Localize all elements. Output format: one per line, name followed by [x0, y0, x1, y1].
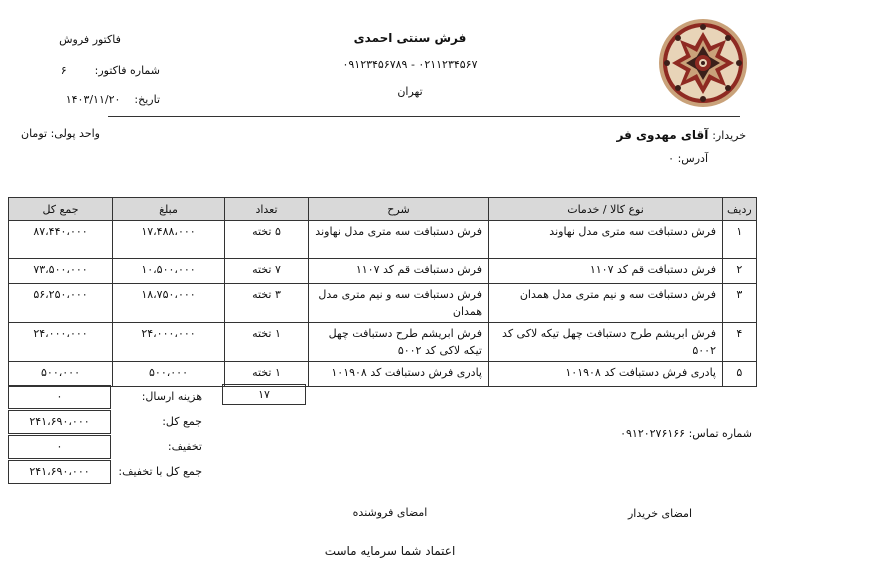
cell-price: ۱۸،۷۵۰،۰۰۰	[113, 284, 225, 323]
col-header-price: مبلغ	[113, 198, 225, 221]
table-row	[9, 284, 757, 323]
cell-quantity: ۱ تخته	[225, 323, 309, 362]
cell-quantity: ۱ تخته	[225, 362, 309, 387]
contact-value: ۰۹۱۲۰۲۷۶۱۶۶	[620, 427, 686, 440]
table-header-row	[9, 198, 757, 221]
seller-phones: ۰۹۱۲۳۴۵۶۷۸۹ - ۰۲۱۱۲۳۴۵۶۷	[342, 58, 478, 71]
cell-item: فرش ابریشم طرح دستبافت چهل تیکه لاکی کد ۵۰۰۲	[489, 323, 723, 362]
cell-quantity: ۳ تخته	[225, 284, 309, 323]
cell-row-number: ۳	[723, 284, 757, 323]
cell-row-number: ۵	[723, 362, 757, 387]
cell-row-number: ۲	[723, 259, 757, 284]
contact-number	[620, 427, 752, 440]
cell-total: ۲۴،۰۰۰،۰۰۰	[9, 323, 113, 362]
cell-total: ۵۰۰،۰۰۰	[9, 362, 113, 387]
cell-description: فرش دستبافت سه و نیم متری مدل همدان	[309, 284, 489, 323]
buyer-signature: امضای خریدار	[627, 507, 693, 520]
cell-description: فرش دستبافت قم کد ۱۱۰۷	[309, 259, 489, 284]
col-header-item: نوع کالا / خدمات	[489, 198, 723, 221]
invoice-date-label: تاریخ:	[134, 93, 160, 106]
cell-description: فرش دستبافت سه متری مدل نهاوند	[309, 221, 489, 259]
seller-name: فرش سنتی احمدی	[353, 31, 467, 45]
cell-item: فرش دستبافت سه متری مدل نهاوند	[489, 221, 723, 259]
trust-slogan: اعتماد شما سرمایه ماست	[324, 544, 456, 558]
cell-description: پادری فرش دستبافت کد ۱۰۱۹۰۸	[309, 362, 489, 387]
grand-total-value: ۲۴۱،۶۹۰،۰۰۰	[8, 460, 111, 484]
col-header-quantity: تعداد	[225, 198, 309, 221]
col-header-total: جمع کل	[9, 198, 113, 221]
table-row	[9, 259, 757, 284]
grand-total-label: جمع کل با تخفیف:	[118, 465, 202, 478]
cell-item: پادری فرش دستبافت کد ۱۰۱۹۰۸	[489, 362, 723, 387]
subtotal-value: ۲۴۱،۶۹۰،۰۰۰	[8, 410, 111, 434]
header-divider	[108, 116, 740, 117]
contact-label: شماره تماس:	[688, 427, 752, 440]
invoice-date-value: ۱۴۰۳/۱۱/۲۰	[65, 93, 121, 106]
buyer	[616, 128, 746, 142]
shipping-value: ۰	[8, 385, 111, 409]
table-row	[9, 362, 757, 387]
table-row	[9, 323, 757, 362]
currency-value: تومان	[21, 127, 48, 140]
cell-total: ۸۷،۴۴۰،۰۰۰	[9, 221, 113, 259]
currency-label: واحد پولی:	[50, 127, 100, 140]
currency	[10, 127, 100, 140]
cell-total: ۷۳،۵۰۰،۰۰۰	[9, 259, 113, 284]
discount-value: ۰	[8, 435, 111, 459]
buyer-address	[668, 152, 708, 165]
cell-item: فرش دستبافت قم کد ۱۱۰۷	[489, 259, 723, 284]
invoice-type: فاکتور فروش	[59, 33, 121, 46]
seller-signature: امضای فروشنده	[352, 506, 428, 519]
buyer-label: خریدار:	[712, 129, 746, 142]
cell-quantity: ۵ تخته	[225, 221, 309, 259]
cell-price: ۱۰،۵۰۰،۰۰۰	[113, 259, 225, 284]
cell-price: ۵۰۰،۰۰۰	[113, 362, 225, 387]
cell-item: فرش دستبافت سه و نیم متری مدل همدان	[489, 284, 723, 323]
cell-quantity: ۷ تخته	[225, 259, 309, 284]
invoice-number-label: شماره فاکتور:	[94, 64, 160, 77]
carpet-logo	[658, 18, 748, 108]
cell-row-number: ۱	[723, 221, 757, 259]
quantity-total: ۱۷	[222, 384, 306, 405]
cell-row-number: ۴	[723, 323, 757, 362]
cell-total: ۵۶،۲۵۰،۰۰۰	[9, 284, 113, 323]
subtotal-label: جمع کل:	[162, 415, 202, 428]
discount-label: تخفیف:	[167, 440, 202, 453]
cell-price: ۱۷،۴۸۸،۰۰۰	[113, 221, 225, 259]
cell-price: ۲۴،۰۰۰،۰۰۰	[113, 323, 225, 362]
seller-city: تهران	[397, 85, 423, 98]
buyer-name: آقای مهدوی فر	[616, 128, 709, 142]
invoice-date	[20, 93, 160, 106]
items-table	[8, 197, 757, 387]
invoice-number-value: ۶	[60, 64, 67, 77]
invoice-number	[40, 64, 160, 77]
buyer-address-value: ۰	[668, 152, 675, 165]
table-row	[9, 221, 757, 259]
col-header-row-number: ردیف	[723, 198, 757, 221]
cell-description: فرش ابریشم طرح دستبافت چهل تیکه لاکی کد ۵۰۰۲	[309, 323, 489, 362]
buyer-address-label: آدرس:	[677, 152, 708, 165]
shipping-label: هزینه ارسال:	[141, 390, 202, 403]
col-header-description: شرح	[309, 198, 489, 221]
